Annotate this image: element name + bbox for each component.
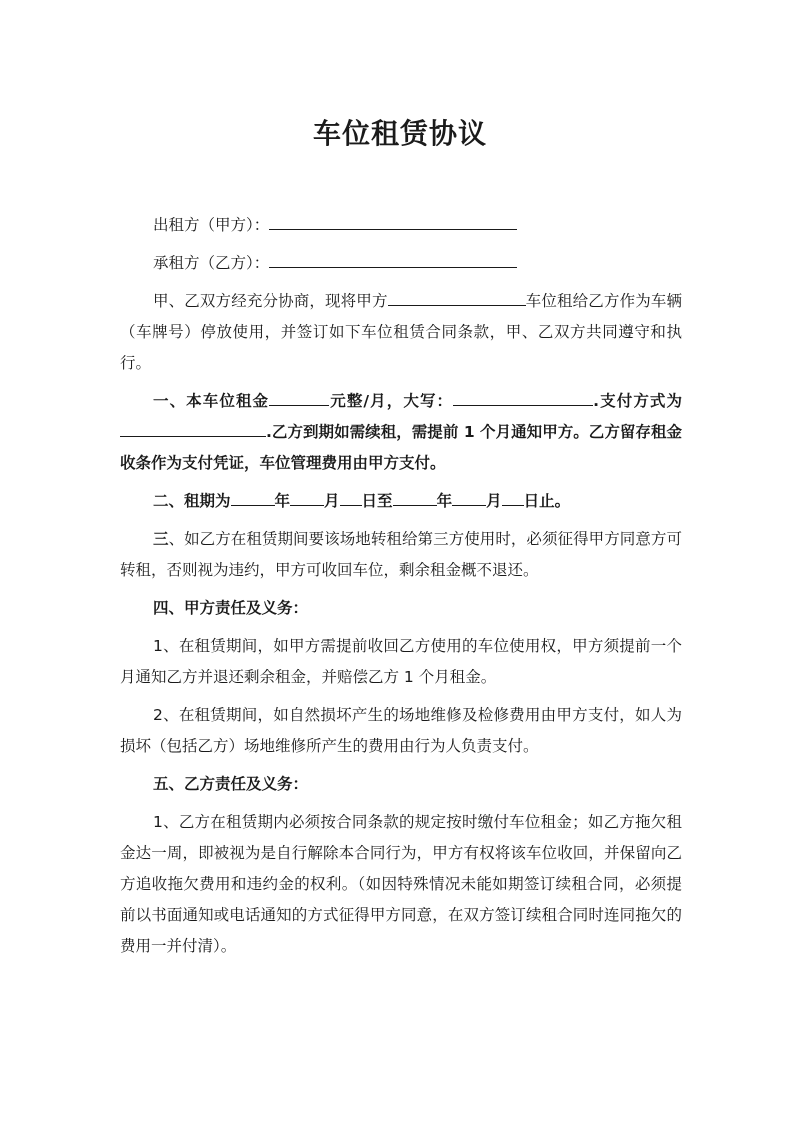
start-year-blank	[231, 487, 275, 506]
clause-5-item-1: 1、乙方在租赁期内必须按合同条款的规定按时缴付车位租金；如乙方拖欠租金达一周，即被视为是自行解除本合同行为，甲方有权将该车位收回，并保留向乙方追收拖欠费用和违约金的权利。（如因特殊情况未能如期签订续租合同，必须提前以书面通知或电话通知的方式征得甲方同意，在双方签订续租合同时连同拖欠的费用一并付清）。	[120, 813, 682, 955]
intro-paragraph	[120, 286, 682, 379]
clause-2-year-1: 年	[274, 492, 291, 510]
clause-2-text: 二、租期为	[153, 492, 231, 510]
end-year-blank	[393, 487, 437, 506]
clause-3-prefix: 三	[153, 530, 169, 548]
end-month-blank	[452, 487, 486, 506]
clause-2-month-2: 月	[486, 492, 502, 510]
clause-2	[120, 486, 682, 517]
payment-method-blank	[120, 418, 266, 437]
clause-1-text-3: .支付方式为	[593, 392, 683, 410]
clause-2-day-1: 日至	[361, 492, 393, 510]
clause-3	[120, 524, 682, 586]
clause-2-year-2: 年	[436, 492, 453, 510]
intro-text-2: 车位租给乙方作为车辆（车牌号）停放使用，并签订如下车位租赁合同条款，甲、乙双方共同遵守和执行。	[120, 292, 682, 372]
start-month-blank	[290, 487, 324, 506]
lessee-field	[120, 248, 682, 279]
lessee-blank	[269, 249, 517, 268]
rent-amount-blank	[269, 387, 329, 406]
lessor-field	[120, 210, 682, 241]
start-day-blank	[340, 487, 362, 506]
document-body	[120, 210, 682, 969]
clause-4-item-1: 1、在租赁期间，如甲方需提前收回乙方使用的车位使用权，甲方须提前一个月通知乙方并退还剩余租金，并赔偿乙方 1 个月租金。	[120, 637, 682, 686]
clause-5-heading: 五、乙方责任及义务：	[153, 775, 309, 793]
clause-2-month-1: 月	[324, 492, 340, 510]
end-day-blank	[502, 487, 524, 506]
clause-1	[120, 386, 682, 479]
clause-3-text: 、如乙方在租赁期间要该场地转租给第三方使用时，必须征得甲方同意方可转租，否则视为违约，甲方可收回车位，剩余租金概不退还。	[120, 530, 682, 579]
clause-4-item-2: 2、在租赁期间，如自然损坏产生的场地维修及检修费用由甲方支付，如人为损坏（包括乙方）场地维修所产生的费用由行为人负责支付。	[120, 706, 682, 755]
parking-space-blank	[388, 287, 526, 306]
lessor-label: 出租方（甲方）：	[153, 216, 270, 234]
clause-1-text-4: .乙方到期如需续租，需提前 1 个月通知甲方。乙方留存租金收条作为支付凭证，车位管理费用由甲方支付。	[120, 423, 682, 472]
document-title: 车位租赁协议	[312, 117, 487, 150]
rent-words-blank	[453, 387, 593, 406]
clause-2-day-2: 日止。	[523, 492, 571, 510]
lessor-blank	[269, 211, 517, 230]
lessee-label: 承租方（乙方）：	[153, 254, 270, 272]
clause-1-text-2: 元整/月，大写：	[329, 392, 454, 410]
clause-1-text-1: 一、本车位租金	[153, 392, 270, 410]
clause-4-heading: 四、甲方责任及义务：	[153, 599, 309, 617]
intro-text-1: 甲、乙双方经充分协商，现将甲方	[153, 292, 388, 310]
